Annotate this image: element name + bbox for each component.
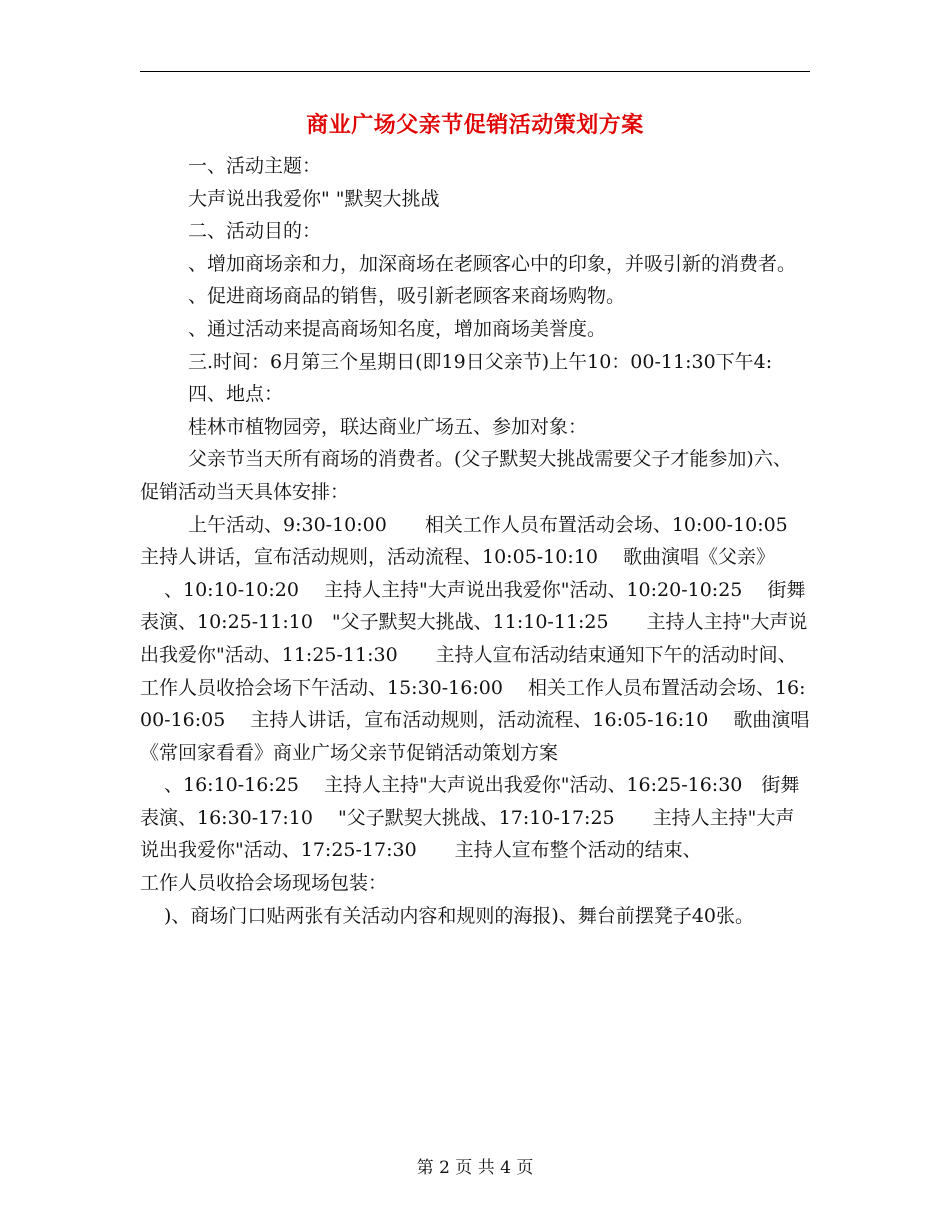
document-body xyxy=(140,150,902,932)
section-heading-purpose: 二、活动目的： xyxy=(188,220,322,243)
page-number: 第 2 页 共 4 页 xyxy=(416,1158,534,1178)
section-heading-location: 四、地点： xyxy=(188,383,284,406)
packaging-paragraph: )、商场门口贴两张有关活动内容和规则的海报)、舞台前摆凳子40张。 xyxy=(164,904,755,927)
theme-text: 大声说出我爱你" "默契大挑战 xyxy=(188,187,440,210)
document-title: 商业广场父亲节促销活动策划方案 xyxy=(306,113,644,138)
morning-schedule: 上午活动、9:30-10:00 相关工作人员布置活动会场、10:00-10:05 主持人讲话，宣布活动规则，活动流程、10:05-10:10 歌曲演唱《父亲》 xyxy=(140,513,813,569)
purpose-item-2: 、促进商场商品的销售，吸引新老顾客来商场购物。 xyxy=(188,285,626,308)
section-heading-theme: 一、活动主题： xyxy=(188,155,322,177)
purpose-item-3: 、通过活动来提高商场知名度，增加商场美誉度。 xyxy=(188,317,607,340)
header-rule xyxy=(140,71,810,72)
time-paragraph: 三.时间：6月第三个星期日(即19日父亲节)上午10：00-11:30下午4: xyxy=(188,350,773,373)
location-paragraph: 桂林市植物园旁，联达商业广场五、参加对象： xyxy=(188,415,588,438)
purpose-item-1: 、增加商场亲和力，加深商场在老顾客心中的印象，并吸引新的消费者。 xyxy=(188,252,797,275)
afternoon-schedule: 、16:10-16:25 主持人主持"大声说出我爱你"活动、16:25-16:30 街舞表演、16:30-17:10 "父子默契大挑战、17:10-17:25 主持人主持"大声说出我爱你"活动、17:25-17:30 主持人宣布整个活动的结束、 工作人员收拾会场现场包装： xyxy=(140,774,813,895)
participants-paragraph: 父亲节当天所有商场的消费者。(父子默契大挑战需要父子才能参加)六、促销活动当天具体安排： xyxy=(140,448,792,503)
schedule-continued: 、10:10-10:20 主持人主持"大声说出我爱你"活动、10:20-10:25 街舞表演、10:25-11:10 "父子默契大挑战、11:10-11:25 主持人主持"大声说出我爱你"活动、11:25-11:30 主持人宣布活动结束通知下午的活动时间、 工作人员收拾会场下午活动、15:30-16:00 相关工作人员布置活动会场、16:00-16:05 主持人讲话，宣布活动规则，活动流程、16:05-16:10 歌曲演唱《常回家看看》商业广场父亲节促销活动策划方案 xyxy=(140,578,902,764)
